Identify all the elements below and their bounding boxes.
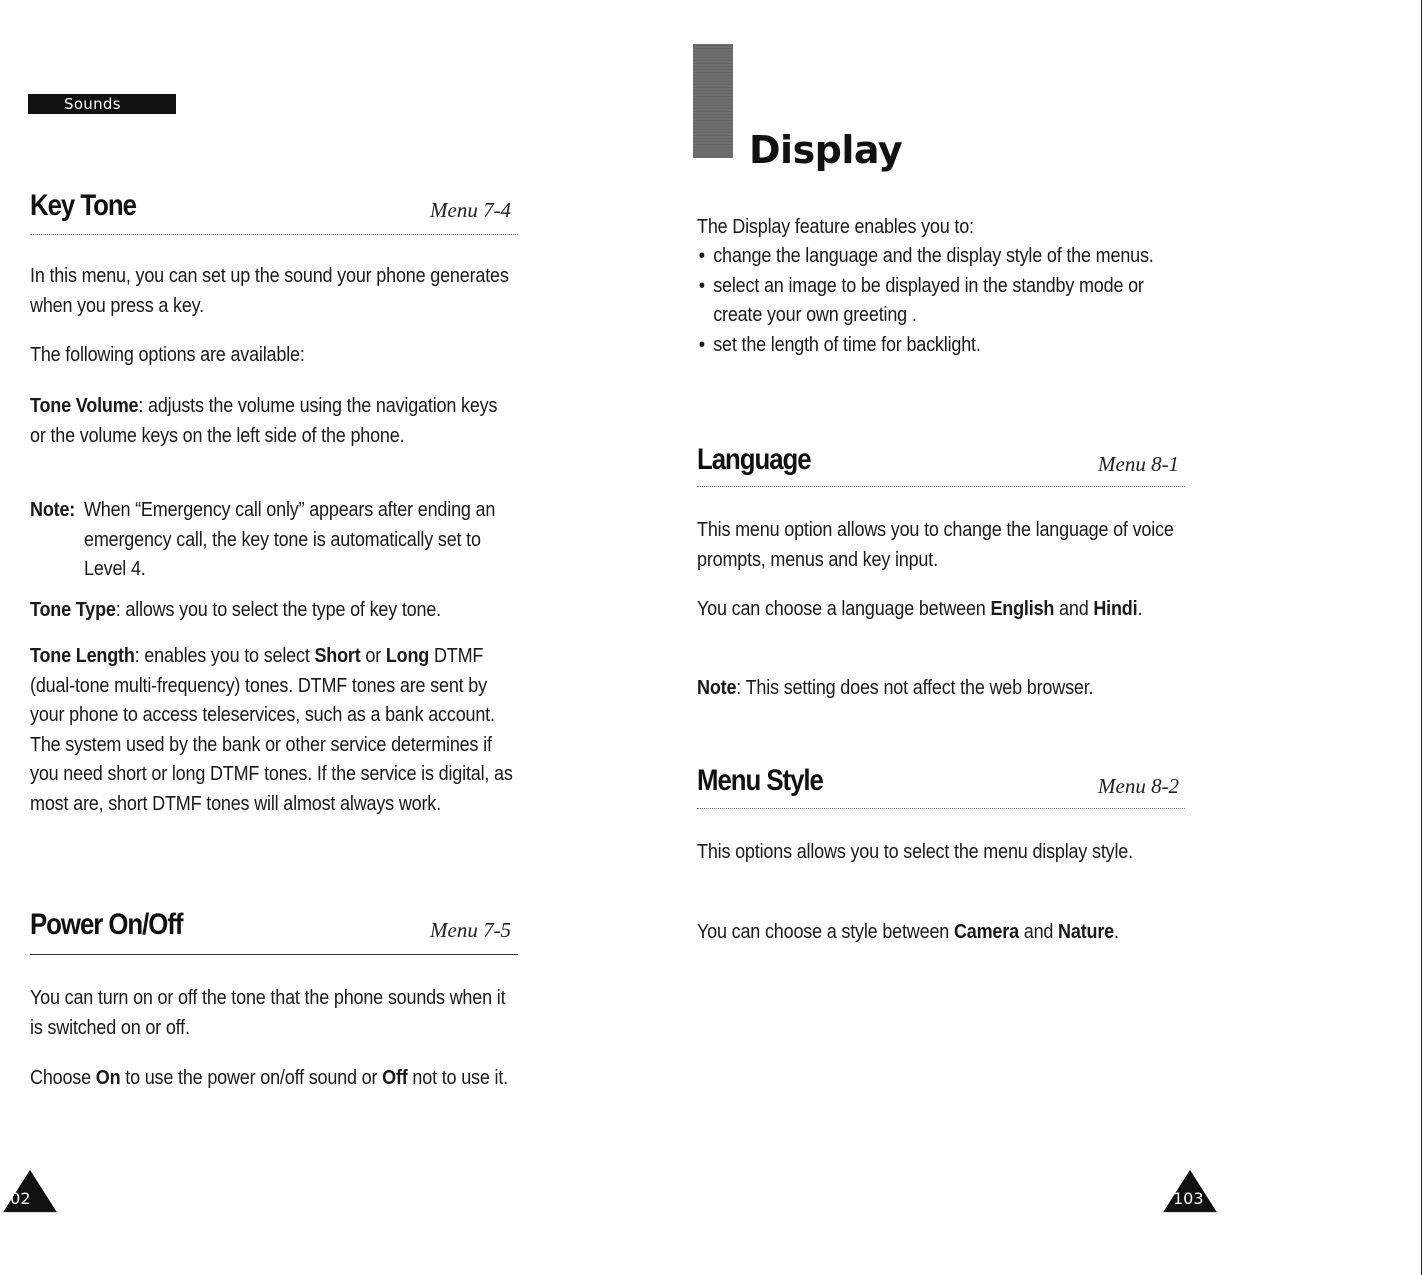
page-number-left-text: 102 <box>0 1189 31 1208</box>
nature-option: Nature <box>1058 921 1114 943</box>
menu-style-p2 <box>697 918 1201 948</box>
key-tone-note-text: When “Emergency call only” appears after ending an emergency call, the key tone is automatically set to Level 4. <box>84 499 496 580</box>
language-p2 <box>697 595 1188 625</box>
on-option: On <box>95 1067 121 1089</box>
power-p2-b: to use the power on/off sound or <box>120 1067 383 1089</box>
list-item: • change the language and the display style of the menus. <box>697 242 1188 272</box>
display-intro: The Display feature enables you to: <box>697 216 974 238</box>
tone-volume-paragraph <box>30 392 516 451</box>
language-note-text: : This setting does not affect the web browser. <box>736 677 1094 699</box>
key-tone-intro: In this menu, you can set up the sound your phone generates when you press a key. <box>30 265 509 317</box>
key-tone-menu-ref: Menu 7-4 <box>430 198 512 222</box>
power-title: Power On/Off <box>30 908 183 941</box>
tone-length-paragraph <box>30 642 521 819</box>
menu-style-p1: This options allows you to select the menu display style. <box>697 841 1133 863</box>
language-p2-c: . <box>1137 598 1143 620</box>
section-tab: Sounds <box>28 94 173 114</box>
tone-length-text-a: : enables you to select <box>134 645 315 667</box>
tone-type-text: : allows you to select the type of key tone. <box>115 599 441 621</box>
hindi-option: Hindi <box>1093 598 1138 620</box>
power-p2 <box>30 1064 521 1094</box>
chapter-bar <box>693 44 733 158</box>
menu-style-p2-a: You can choose a style between <box>697 921 954 943</box>
tone-volume-label: Tone Volume <box>30 395 139 417</box>
key-tone-options-intro: The following options are available: <box>30 344 305 366</box>
menu-style-title: Menu Style <box>697 764 823 797</box>
tone-length-text-b: DTMF (dual-tone multi-frequency) tones. DTMF tones are sent by your phone to access teleservices, such as a bank account. The system used by the bank or other service determines if you need short or long DTMF tones. If the service is digital, as most are, short DTMF tones will almost always work. <box>30 645 513 815</box>
camera-option: Camera <box>953 921 1019 943</box>
language-note-label: Note <box>697 677 737 699</box>
page-number-left <box>0 1168 60 1216</box>
menu-style-rule <box>697 808 1185 809</box>
short-option: Short <box>314 645 361 667</box>
list-item: • select an image to be displayed in the standby mode or create your own greeting . <box>697 272 1188 331</box>
key-tone-title: Key Tone <box>30 189 136 222</box>
tone-length-label: Tone Length <box>30 645 135 667</box>
language-note <box>697 674 1201 704</box>
page-number-right <box>1160 1168 1220 1216</box>
power-menu-ref: Menu 7-5 <box>430 918 512 942</box>
list-item: • set the length of time for backlight. <box>697 331 1188 361</box>
power-p2-c: not to use it. <box>407 1067 508 1089</box>
tone-type-label: Tone Type <box>30 599 116 621</box>
display-bullets <box>697 242 1188 360</box>
language-p2-a: You can choose a language between <box>697 598 991 620</box>
language-p1: This menu option allows you to change the language of voice prompts, menus and key input. <box>697 519 1174 571</box>
menu-style-p2-c: . <box>1113 921 1119 943</box>
language-rule <box>697 486 1185 487</box>
page-number-right-text: 103 <box>1173 1189 1204 1208</box>
menu-style-menu-ref: Menu 8-2 <box>1098 774 1180 798</box>
tone-type-paragraph <box>30 596 534 626</box>
language-menu-ref: Menu 8-1 <box>1098 452 1180 476</box>
language-and: and <box>1054 598 1094 620</box>
or-text: or <box>360 645 386 667</box>
power-p2-a: Choose <box>30 1067 96 1089</box>
key-tone-rule <box>30 234 518 235</box>
key-tone-note <box>30 496 516 585</box>
long-option: Long <box>385 645 430 667</box>
tone-volume-text: : adjusts the volume using the navigation keys or the volume keys on the left side of the phone. <box>30 395 498 447</box>
menu-style-and: and <box>1018 921 1059 943</box>
english-option: English <box>990 598 1055 620</box>
language-title: Language <box>697 443 811 476</box>
page-edge <box>1421 0 1422 1275</box>
power-rule <box>30 954 518 955</box>
off-option: Off <box>382 1067 408 1089</box>
power-p1: You can turn on or off the tone that the phone sounds when it is switched on or off. <box>30 987 506 1039</box>
key-tone-note-label: Note: <box>30 499 76 521</box>
chapter-title: Display <box>749 128 903 172</box>
